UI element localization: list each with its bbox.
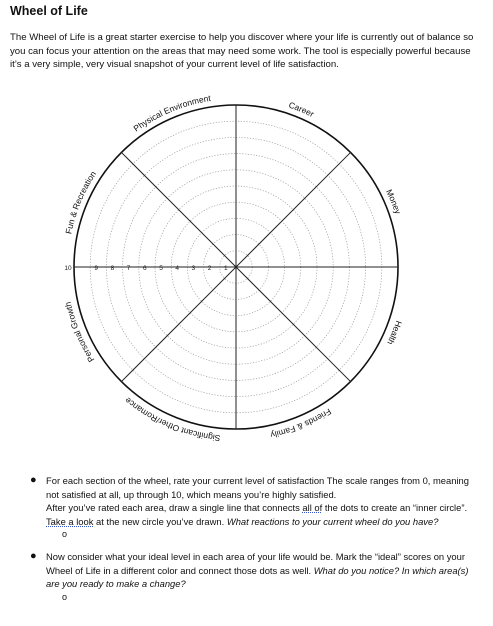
page-title: Wheel of Life (10, 4, 88, 18)
segment-label: Money (384, 187, 404, 216)
segment-label: Physical Environment (131, 92, 212, 134)
scale-number: 10 (64, 265, 72, 272)
scale-number: 4 (175, 265, 180, 272)
scale-number: 6 (142, 265, 147, 272)
bullet-icon: ● (30, 549, 37, 562)
bullet-icon: ● (30, 474, 37, 486)
scale-number: 1 (223, 265, 228, 272)
reflection-question: What reactions to your current wheel do you have? (226, 515, 439, 527)
sub-bullet-icon: o (62, 591, 68, 602)
scale-number: 2 (207, 265, 212, 272)
segment-label: Career (287, 99, 316, 120)
instruction-item: ● Now consider what your ideal level in each area of your life would be. Mark the “ideal” scores on your Wheel of Life in a different color and connect those dots as well. What do you notice? In which area(s) are you ready to make a change? o (30, 550, 480, 604)
scale-number: 8 (110, 265, 115, 272)
segment-label: Fun & Recreation (63, 169, 99, 235)
scale-number: 9 (94, 265, 99, 272)
segment-label: Significant Other/Romance (122, 395, 221, 444)
instruction-item: ● For each section of the wheel, rate your current level of satisfaction The scale ranges from 0, meaning not satisfied at all, up through 10, which means you’re highly satisfied. After you’ve rated each area, draw a single line that connects all of the dots to create an “inner circle”. Take a look at the new circle you’ve drawn. What reactions to your current wheel do you have? o (30, 474, 480, 542)
segment-label: Friends & Family (269, 406, 334, 441)
scale-number: 7 (126, 265, 131, 272)
scale-number: 3 (191, 265, 196, 272)
intro-paragraph: The Wheel of Life is a great starter exercise to help you discover where your life is currently out of balance so you can focus your attention on the areas that may need some work. The tool is especially powerful because it’s a very simple, very visual snapshot of your current level of life satisfaction. (10, 32, 474, 70)
segment-label: Health (385, 319, 405, 347)
sub-bullet-icon: o (62, 529, 68, 540)
reflection-question: What do you notice? In which area(s) are you ready to make a change? (46, 564, 469, 590)
scale-number: 5 (159, 265, 163, 272)
instructions-list (30, 474, 480, 604)
segment-label: Personal Growth (62, 300, 97, 364)
